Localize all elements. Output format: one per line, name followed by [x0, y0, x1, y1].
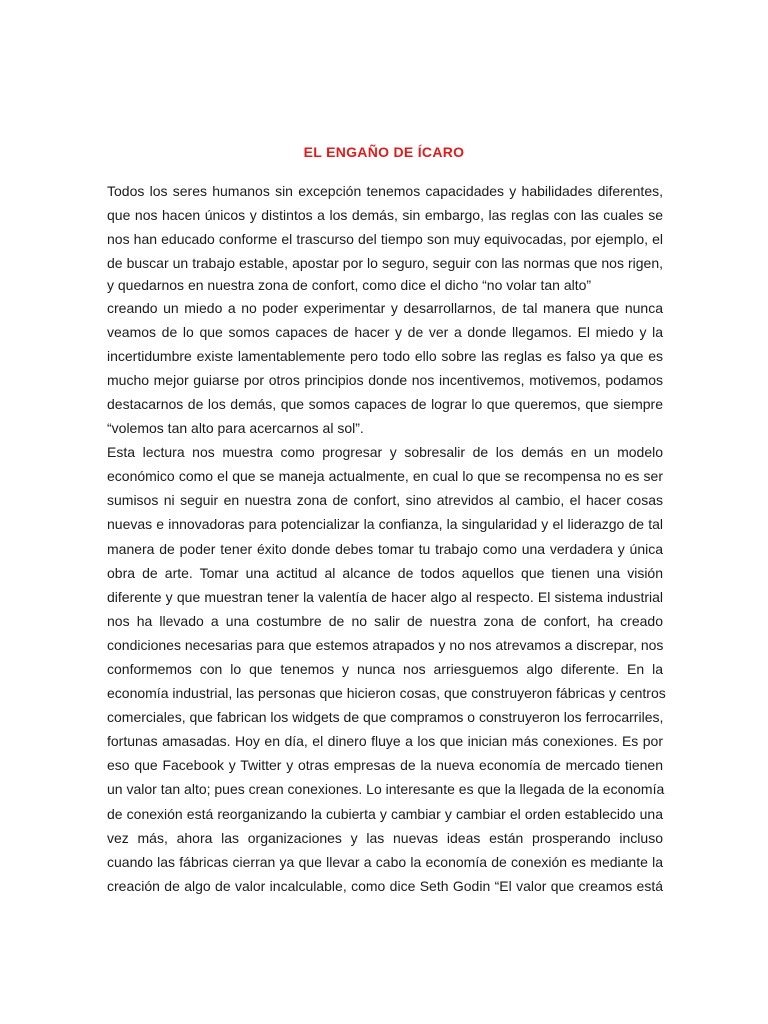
text-line: fortunas amasadas. Hoy en día, el dinero fluye a los que inician más conexiones. Es por [107, 733, 663, 750]
text-line: veamos de lo que somos capaces de hacer y de ver a donde llegamos. El miedo y la [107, 323, 663, 340]
text-line: y quedarnos en nuestra zona de confort, como dice el dicho “no volar tan alto” [107, 277, 592, 294]
text-line: nuevas e innovadoras para potencializar la confianza, la singularidad y el liderazgo de tal [107, 516, 663, 533]
text-line: conformemos con lo que tenemos y nunca nos arriesguemos algo diferente. En la [107, 660, 663, 677]
text-line: nos han educado conforme el trascurso del tiempo son muy equivocadas, por ejemplo, el [107, 231, 663, 248]
text-line: nos ha llevado a una costumbre de no salir de nuestra zona de confort, ha creado [107, 612, 663, 629]
text-line: sumisos ni seguir en nuestra zona de confort, sino atrevidos al cambio, el hacer cosas [107, 492, 663, 509]
text-line: comerciales, que fabrican los widgets de que compramos o construyeron los ferrocarriles, [107, 709, 664, 726]
text-line: economía industrial, las personas que hicieron cosas, que construyeron fábricas y centros [107, 685, 666, 702]
text-line: manera de poder tener éxito donde debes tomar tu trabajo como una verdadera y única [107, 540, 663, 557]
text-line: económico como el que se maneja actualmente, en cual lo que se recompensa no es ser [107, 468, 663, 485]
text-line: que nos hacen únicos y distintos a los demás, sin embargo, las reglas con las cuales se [107, 207, 663, 224]
text-line: mucho mejor guiarse por otros principios donde nos incentivemos, motivemos, podamos [107, 371, 663, 388]
text-line: un valor tan alto; pues crean conexiones. Lo interesante es que la llegada de la economía [107, 781, 665, 798]
text-line: incertidumbre existe lamentablemente pero todo ello sobre las reglas es falso ya que es [107, 347, 663, 364]
text-line: cuando las fábricas cierran ya que llevar a cabo la economía de conexión es mediante la [107, 853, 663, 870]
text-line: creación de algo de valor incalculable, como dice Seth Godin “El valor que creamos está [107, 877, 663, 894]
text-line: eso que Facebook y Twitter y otras empresas de la nueva economía de mercado tienen [107, 757, 663, 774]
text-line: Todos los seres humanos sin excepción tenemos capacidades y habilidades diferentes, [107, 183, 663, 199]
text-line: “volemos tan alto para acercarnos al sol”. [107, 420, 364, 437]
text-line: obra de arte. Tomar una actitud al alcance de todos aquellos que tienen una visión [107, 564, 663, 581]
text-line: vez más, ahora las organizaciones y las nuevas ideas están prosperando incluso [107, 829, 663, 846]
text-line: Esta lectura nos muestra como progresar y sobresalir de los demás en un modelo [107, 444, 663, 461]
document-title: EL ENGAÑO DE ÍCARO [303, 144, 465, 160]
text-line: diferente y que muestran tener la valentía de hacer algo al respecto. El sistema industrial [107, 588, 663, 605]
text-line: creando un miedo a no poder experimentar y desarrollarnos, de tal manera que nunca [107, 299, 663, 316]
text-line: destacarnos de los demás, que somos capaces de lograr lo que queremos, que siempre [107, 395, 663, 412]
text-line: condiciones necesarias para que estemos atrapados y no nos atrevamos a discrepar, nos [107, 636, 664, 653]
text-line: de conexión está reorganizando la cubierta y cambiar y cambiar el orden establecido una [107, 805, 663, 822]
document-body [107, 179, 666, 898]
text-line: de buscar un trabajo estable, apostar por lo seguro, seguir con las normas que nos rigen, [107, 255, 663, 272]
